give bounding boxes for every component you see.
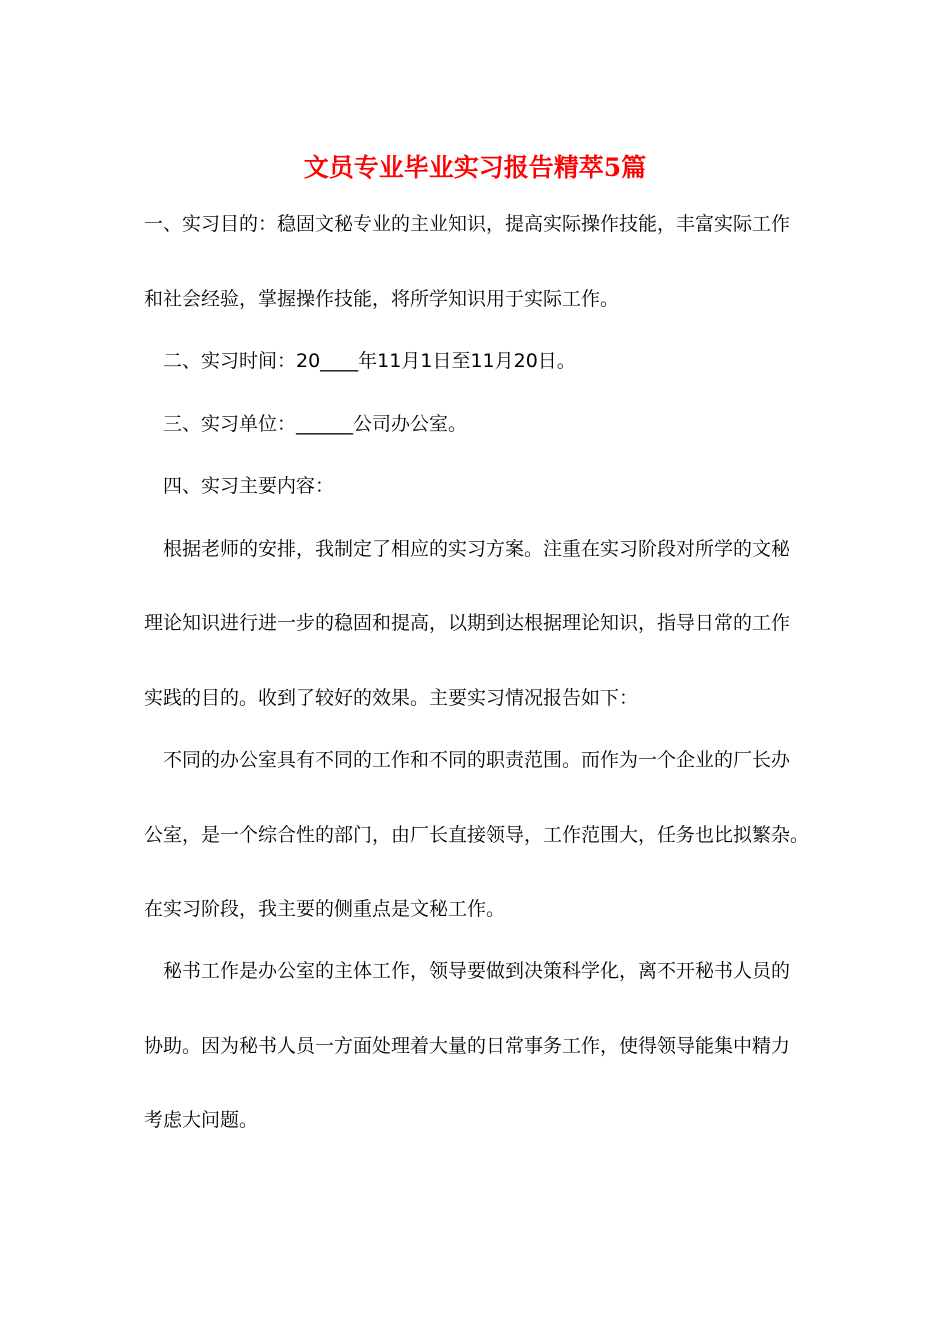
paragraph-line: 根据老师的安排，我制定了相应的实习方案。注重在实习阶段对所学的文秘 (163, 538, 791, 560)
paragraph-line: 实践的目的。收到了较好的效果。主要实习情况报告如下： (144, 687, 639, 709)
paragraph-line: 在实习阶段，我主要的侧重点是文秘工作。 (144, 898, 506, 920)
paragraph-line: 二、实习时间：20____年11月1日至11月20日。 (163, 350, 576, 372)
paragraph-line: 公室，是一个综合性的部门，由厂长直接领导，工作范围大，任务也比拟繁杂。 (144, 824, 810, 846)
paragraph-line: 理论知识进行进一步的稳固和提高，以期到达根据理论知识，指导日常的工作 (144, 612, 791, 634)
paragraph-line: 考虑大问题。 (144, 1109, 259, 1131)
paragraph-line: 和社会经验，掌握操作技能，将所学知识用于实际工作。 (144, 288, 620, 310)
paragraph-line: 一、实习目的：稳固文秘专业的主业知识，提高实际操作技能，丰富实际工作 (144, 213, 791, 235)
paragraph-line: 三、实习单位：______公司办公室。 (163, 413, 468, 435)
paragraph-line: 不同的办公室具有不同的工作和不同的职责范围。而作为一个企业的厂长办 (163, 749, 791, 771)
document-title: 文员专业毕业实习报告精萃5篇 (303, 153, 647, 182)
paragraph-line: 秘书工作是办公室的主体工作，领导要做到决策科学化，离不开秘书人员的 (163, 960, 791, 982)
paragraph-line: 四、实习主要内容： (163, 475, 335, 497)
paragraph-line: 协助。因为秘书人员一方面处理着大量的日常事务工作，使得领导能集中精力 (144, 1035, 791, 1057)
